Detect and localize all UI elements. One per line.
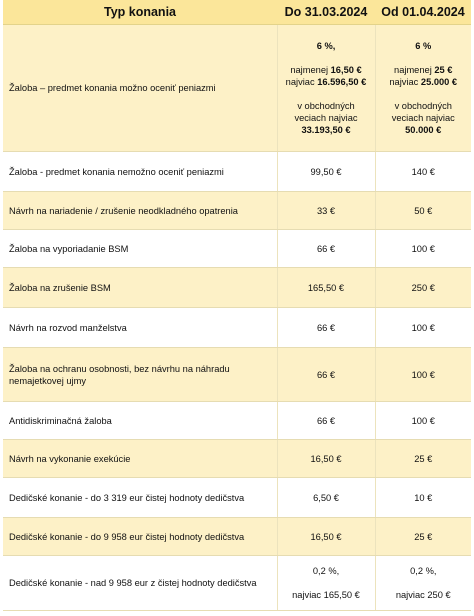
row-label: Žaloba na vyporiadanie BSM bbox=[3, 230, 277, 268]
before-cell: 99,50 € bbox=[277, 152, 375, 192]
row-label: Antidiskriminačná žaloba bbox=[3, 402, 277, 440]
before-cell: 0,2 %, najviac 165,50 € bbox=[277, 556, 375, 611]
row-label: Žaloba – predmet konania možno oceniť peniazmi bbox=[3, 25, 277, 152]
row-label: Dedičské konanie - do 9 958 eur čistej hodnoty dedičstva bbox=[3, 518, 277, 556]
before-cell: 66 € bbox=[277, 308, 375, 348]
row-label: Žaloba na ochranu osobnosti, bez návrhu na náhradu nemajetkovej ujmy bbox=[3, 348, 277, 402]
table-row bbox=[3, 25, 471, 152]
table-row bbox=[3, 348, 471, 402]
table-row bbox=[3, 308, 471, 348]
table-row bbox=[3, 230, 471, 268]
before-cell: 165,50 € bbox=[277, 268, 375, 308]
before-cell: 66 € bbox=[277, 230, 375, 268]
after-cell: 100 € bbox=[375, 402, 471, 440]
header-type: Typ konania bbox=[3, 0, 277, 25]
row-label: Žaloba - predmet konania nemožno oceniť peniazmi bbox=[3, 152, 277, 192]
row-label: Návrh na vykonanie exekúcie bbox=[3, 440, 277, 478]
header-row bbox=[3, 0, 471, 25]
row-label: Návrh na nariadenie / zrušenie neodkladného opatrenia bbox=[3, 192, 277, 230]
after-cell: 100 € bbox=[375, 348, 471, 402]
after-cell: 50 € bbox=[375, 192, 471, 230]
table-row bbox=[3, 152, 471, 192]
table-row bbox=[3, 192, 471, 230]
table-row bbox=[3, 478, 471, 518]
before-cell: 33 € bbox=[277, 192, 375, 230]
after-cell: 250 € bbox=[375, 268, 471, 308]
row-label: Dedičské konanie - do 3 319 eur čistej hodnoty dedičstva bbox=[3, 478, 277, 518]
row-label: Žaloba na zrušenie BSM bbox=[3, 268, 277, 308]
after-cell: 100 € bbox=[375, 230, 471, 268]
header-before: Do 31.03.2024 bbox=[277, 0, 375, 25]
table-row bbox=[3, 518, 471, 556]
before-cell: 66 € bbox=[277, 348, 375, 402]
row-label: Návrh na rozvod manželstva bbox=[3, 308, 277, 348]
row-label: Dedičské konanie - nad 9 958 eur z čistej hodnoty dedičstva bbox=[3, 556, 277, 611]
after-cell: 0,2 %, najviac 250 € bbox=[375, 556, 471, 611]
before-cell: 16,50 € bbox=[277, 518, 375, 556]
before-cell: 66 € bbox=[277, 402, 375, 440]
table-row bbox=[3, 402, 471, 440]
before-cell: 6 %, najmenej 16,50 € najviac 16.596,50 € v obchodných veciach najviac 33.193,50 € bbox=[277, 25, 375, 152]
after-cell: 25 € bbox=[375, 518, 471, 556]
header-after: Od 01.04.2024 bbox=[375, 0, 471, 25]
before-cell: 16,50 € bbox=[277, 440, 375, 478]
table-row bbox=[3, 556, 471, 611]
table-row bbox=[3, 268, 471, 308]
before-cell: 6,50 € bbox=[277, 478, 375, 518]
after-cell: 100 € bbox=[375, 308, 471, 348]
after-cell: 10 € bbox=[375, 478, 471, 518]
court-fees-table bbox=[3, 0, 471, 611]
table-row bbox=[3, 440, 471, 478]
after-cell: 140 € bbox=[375, 152, 471, 192]
after-cell: 25 € bbox=[375, 440, 471, 478]
after-cell: 6 % najmenej 25 € najviac 25.000 € v obchodných veciach najviac 50.000 € bbox=[375, 25, 471, 152]
